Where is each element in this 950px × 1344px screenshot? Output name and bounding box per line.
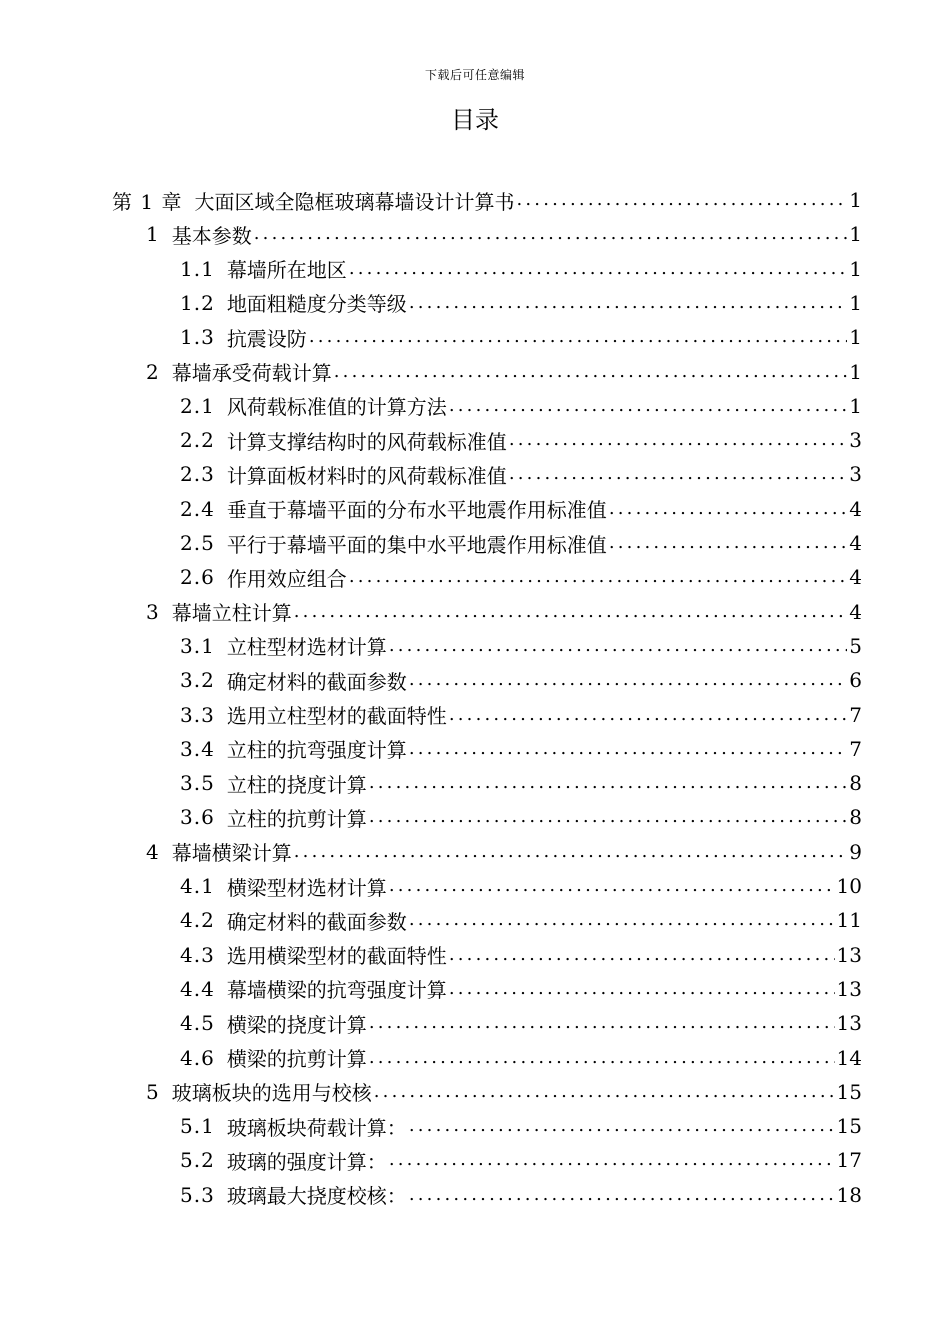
toc-entry[interactable]	[180, 800, 862, 834]
toc-entry[interactable]	[180, 629, 862, 663]
toc-entry-page-number: 11	[836, 908, 862, 933]
toc-entry-leader-dots	[334, 361, 848, 383]
toc-entry-number: 4.5	[180, 1011, 215, 1036]
toc-entry-page-number: 5	[849, 633, 862, 658]
toc-entry[interactable]	[180, 766, 862, 800]
toc-entry-number: 4.1	[180, 874, 215, 898]
toc-entry[interactable]	[180, 903, 862, 937]
toc-entry-number: 1.3	[180, 325, 215, 350]
toc-entry-page-number: 8	[849, 771, 862, 796]
toc-entry-page-number: 15	[836, 1079, 862, 1104]
toc-entry-leader-dots	[349, 258, 847, 280]
toc-entry-page-number: 1	[849, 359, 862, 384]
toc-entry-title: 基本参数	[171, 223, 252, 248]
toc-entry-page-number: 9	[849, 839, 862, 864]
toc-entry-title: 玻璃最大挠度校核：	[226, 1184, 407, 1209]
toc-entry-page-number: 1	[849, 393, 862, 418]
toc-entry[interactable]	[180, 560, 862, 594]
toc-entry-title: 幕墙所在地区	[226, 258, 347, 283]
toc-entry-leader-dots	[409, 909, 835, 931]
toc-entry-leader-dots	[409, 669, 847, 691]
toc-entry-page-number: 7	[849, 736, 862, 761]
toc-entry[interactable]	[180, 869, 862, 903]
toc-entry-number: 2.2	[180, 428, 215, 453]
toc-entry-page-number: 6	[849, 668, 862, 693]
toc-entry[interactable]	[180, 389, 862, 423]
toc-entry-number: 3.2	[180, 668, 215, 693]
toc-entry-title: 立柱的抗剪计算	[226, 806, 367, 831]
toc-entry[interactable]	[180, 286, 862, 320]
toc-entry-title: 玻璃板块荷载计算：	[226, 1115, 407, 1140]
toc-entry-leader-dots	[409, 1115, 835, 1137]
toc-entry-title: 大面区域全隐框玻璃幕墙设计计算书	[194, 189, 515, 214]
toc-entry-number: 2.4	[180, 496, 215, 521]
toc-entry-title: 幕墙横梁计算	[171, 841, 292, 866]
toc-entry[interactable]	[112, 183, 862, 217]
toc-entry-leader-dots	[516, 189, 847, 211]
toc-entry-page-number: 17	[836, 1148, 862, 1173]
toc-entry-title: 垂直于幕墙平面的分布水平地震作用标准值	[226, 498, 607, 523]
toc-entry-leader-dots	[389, 875, 835, 897]
toc-entry-number: 2.3	[180, 462, 215, 487]
toc-entry[interactable]	[180, 320, 862, 354]
toc-entry-page-number: 13	[836, 1011, 862, 1036]
toc-entry-page-number: 10	[836, 874, 862, 898]
toc-entry-page-number: 7	[849, 702, 862, 727]
toc-entry-leader-dots	[309, 326, 847, 348]
toc-entry-page-number: 13	[836, 976, 862, 1001]
toc-entry-page-number: 4	[849, 496, 862, 521]
toc-entry-page-number: 14	[836, 1045, 862, 1070]
toc-entry[interactable]	[180, 1143, 862, 1177]
toc-entry-number: 1.1	[180, 256, 215, 281]
toc-entry-title: 风荷载标准值的计算方法	[226, 395, 447, 420]
toc-entry-leader-dots	[389, 635, 847, 657]
toc-entry-title: 抗震设防	[226, 326, 307, 351]
toc-entry[interactable]	[180, 732, 862, 766]
toc-entry-page-number: 3	[849, 428, 862, 453]
toc-entry[interactable]	[146, 217, 862, 251]
toc-entry-title: 立柱型材选材计算	[226, 635, 387, 660]
toc-entry-page-number: 4	[849, 599, 862, 624]
toc-entry-page-number: 1	[849, 222, 862, 247]
toc-entry-title: 地面粗糙度分类等级	[226, 292, 407, 317]
toc-entry-title: 平行于幕墙平面的集中水平地震作用标准值	[226, 532, 607, 557]
toc-entry-leader-dots	[449, 704, 847, 726]
toc-entry-leader-dots	[294, 841, 848, 863]
toc-entry-title: 计算支撑结构时的风荷载标准值	[226, 429, 507, 454]
toc-entry-page-number: 3	[849, 462, 862, 487]
toc-entry-title: 幕墙承受荷载计算	[171, 361, 332, 385]
toc-entry-page-number: 1	[849, 290, 862, 315]
toc-entry-page-number: 18	[836, 1182, 862, 1207]
toc-entry-page-number: 1	[849, 188, 862, 212]
toc-entry[interactable]	[180, 698, 862, 732]
toc-entry-leader-dots	[369, 772, 847, 794]
toc-entry-leader-dots	[409, 738, 847, 760]
toc-entry-title: 玻璃板块的选用与校核	[171, 1081, 372, 1106]
toc-entry-title: 玻璃的强度计算：	[226, 1149, 387, 1174]
toc-entry-number: 第 1 章	[112, 189, 183, 214]
toc-entry-number: 5	[146, 1079, 160, 1104]
toc-entry-title: 横梁的挠度计算	[226, 1012, 367, 1037]
toc-entry-title: 幕墙立柱计算	[171, 601, 292, 626]
toc-entry-leader-dots	[369, 1012, 835, 1034]
toc-entry-number: 4.2	[180, 908, 215, 933]
toc-entry-leader-dots	[294, 601, 848, 623]
toc-entry-page-number: 13	[836, 942, 862, 967]
toc-entry-number: 2.5	[180, 531, 215, 555]
toc-entry-number: 3.1	[180, 633, 215, 658]
toc-entry-title: 确定材料的截面参数	[226, 909, 407, 934]
toc-entry[interactable]	[180, 663, 862, 697]
toc-entry-number: 2.1	[180, 393, 215, 418]
toc-entry-title: 幕墙横梁的抗弯强度计算	[226, 978, 447, 1003]
toc-entry-number: 4.4	[180, 976, 215, 1001]
toc-entry-number: 5.1	[180, 1114, 215, 1139]
toc-entry-page-number: 1	[849, 325, 862, 350]
toc-entry-leader-dots	[509, 463, 847, 485]
toc-entry-number: 3	[146, 599, 160, 624]
toc-entry-number: 1	[146, 222, 160, 247]
toc-entry-page-number: 4	[849, 565, 862, 590]
toc-entry-number: 4.6	[180, 1045, 215, 1070]
toc-entry-number: 5.3	[180, 1182, 215, 1207]
toc-entry[interactable]	[146, 835, 862, 869]
toc-title: 目录	[451, 106, 499, 134]
toc-entry[interactable]	[180, 1006, 862, 1040]
toc-entry-page-number: 1	[849, 256, 862, 281]
toc-entry[interactable]	[146, 1075, 862, 1109]
toc-entry[interactable]	[180, 972, 862, 1006]
toc-entry[interactable]	[180, 423, 862, 457]
page-header-note: 下载后可任意编辑	[424, 68, 525, 82]
toc-entry[interactable]	[146, 595, 862, 629]
toc-entry-title: 计算面板材料时的风荷载标准值	[226, 463, 507, 488]
toc-entry-number: 3.5	[180, 771, 215, 796]
toc-entry-title: 确定材料的截面参数	[226, 669, 407, 694]
toc-entry-title: 作用效应组合	[226, 566, 347, 591]
toc-entry[interactable]	[180, 1109, 862, 1143]
toc-entry-title: 横梁型材选材计算	[226, 875, 387, 900]
toc-entry-number: 4	[146, 839, 160, 864]
toc-entry[interactable]	[180, 252, 862, 286]
toc-entry-number: 5.2	[180, 1148, 215, 1173]
toc-entry-number: 1.2	[180, 290, 215, 315]
toc-entry-title: 立柱的挠度计算	[226, 772, 367, 797]
toc-entry-title: 横梁的抗剪计算	[226, 1047, 367, 1071]
toc-entry-leader-dots	[349, 566, 847, 588]
toc-entry-leader-dots	[409, 1184, 835, 1206]
toc-entry-title: 选用横梁型材的截面特性	[226, 944, 447, 969]
toc-entry[interactable]	[180, 1041, 862, 1075]
toc-entry-number: 2	[146, 359, 160, 384]
toc-entry-leader-dots	[449, 395, 847, 417]
toc-entry-leader-dots	[254, 223, 848, 245]
toc-entry-number: 3.6	[180, 805, 215, 830]
toc-entry[interactable]	[146, 355, 862, 389]
toc-entry[interactable]	[180, 457, 862, 491]
toc-entry-page-number: 8	[849, 805, 862, 830]
toc-entry-leader-dots	[609, 498, 847, 520]
toc-entry-leader-dots	[609, 532, 847, 554]
toc-entry-leader-dots	[374, 1081, 835, 1103]
toc-entry-leader-dots	[409, 292, 847, 314]
toc-entry[interactable]	[180, 938, 862, 972]
toc-entry-leader-dots	[369, 806, 847, 828]
toc-entry-leader-dots	[449, 978, 835, 1000]
toc-entry-number: 4.3	[180, 942, 215, 967]
toc-entry[interactable]	[180, 526, 862, 560]
toc-entry-leader-dots	[389, 1149, 835, 1171]
toc-entry-leader-dots	[369, 1047, 835, 1069]
toc-entry[interactable]	[180, 1178, 862, 1212]
toc-entry-leader-dots	[449, 944, 835, 966]
toc-entry-title: 立柱的抗弯强度计算	[226, 738, 407, 763]
toc-entry-number: 3.3	[180, 702, 215, 727]
toc-entry-title: 选用立柱型材的截面特性	[226, 704, 447, 728]
toc-entry-number: 2.6	[180, 565, 215, 590]
toc-entry-leader-dots	[509, 429, 847, 451]
toc-entry-number: 3.4	[180, 736, 215, 761]
toc-entry-page-number: 4	[849, 531, 862, 555]
toc-entry[interactable]	[180, 492, 862, 526]
toc-entry-page-number: 15	[836, 1114, 862, 1139]
